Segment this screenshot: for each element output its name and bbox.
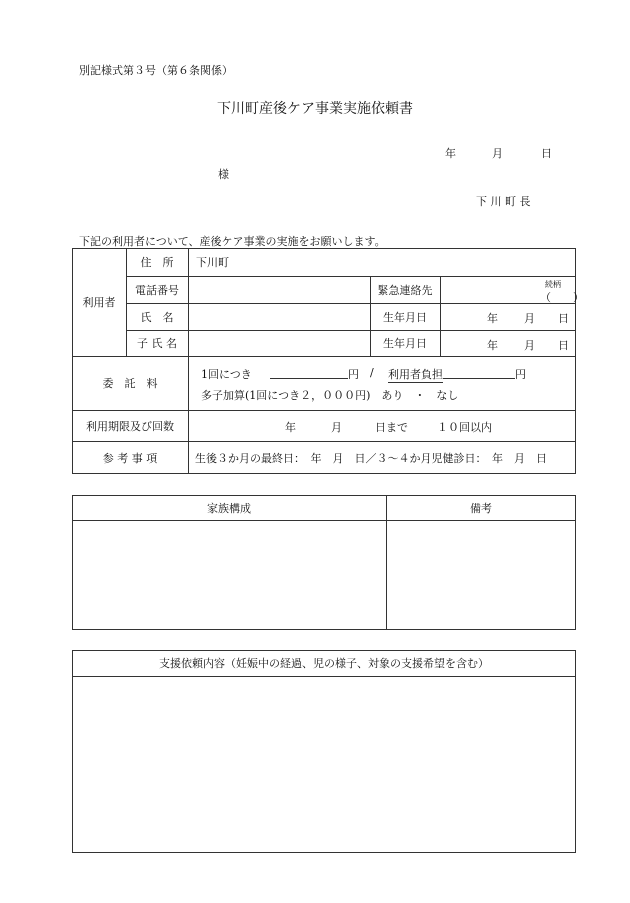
support-field[interactable]: [73, 677, 575, 852]
date-year: 年: [445, 147, 456, 160]
family-header: 家族構成: [207, 501, 251, 515]
user-label: 利用者: [82, 296, 116, 309]
name-field[interactable]: [189, 304, 369, 329]
support-header: 支援依頼内容（妊娠中の経過、児の様子、対象の支援希望を含む）: [159, 657, 489, 670]
child-name-label: 子 氏 名: [137, 337, 177, 350]
name-label: 氏 名: [140, 310, 174, 324]
address-field[interactable]: 下川町: [196, 256, 229, 269]
child-dob-label: 生年月日: [383, 337, 427, 350]
period-year: 年: [285, 421, 296, 434]
multi-child-option[interactable]: 多子加算(1回につき２，０００円) あり ・ なし: [201, 389, 459, 402]
date-day: 日: [541, 147, 552, 160]
remarks-field[interactable]: [387, 521, 575, 629]
family-field[interactable]: [73, 521, 385, 629]
address-label: 住 所: [140, 256, 174, 269]
user-burden-field[interactable]: [443, 366, 515, 379]
phone-field[interactable]: [189, 277, 369, 302]
period-month: 月: [331, 421, 342, 434]
fee-amount-field[interactable]: [270, 366, 348, 379]
relation-field[interactable]: （ ）: [540, 291, 584, 304]
fee-yen: 円: [348, 368, 359, 381]
emergency-field[interactable]: [441, 277, 531, 302]
period-label: 利用期限及び回数: [86, 419, 174, 433]
user-burden-yen: 円: [515, 368, 526, 381]
child-dob-month: 月: [524, 339, 535, 352]
count-limit: １０回以内: [437, 421, 492, 434]
dob-month: 月: [524, 312, 535, 325]
emergency-label: 緊急連絡先: [377, 283, 433, 297]
dob-day: 日: [558, 312, 569, 325]
page-title: 下川町産後ケア事業実施依頼書: [217, 101, 413, 117]
child-dob-day: 日: [558, 339, 569, 352]
dob-year: 年: [487, 312, 498, 325]
user-burden-label: 利用者負担: [388, 368, 443, 381]
reference-label: 参 考 事 項: [102, 451, 158, 465]
addressee-suffix: 様: [218, 168, 229, 181]
fee-slash: /: [370, 366, 374, 379]
dob-label: 生年月日: [383, 310, 427, 324]
period-until: 日まで: [375, 421, 408, 434]
remarks-header: 備考: [470, 501, 492, 515]
date-month: 月: [492, 147, 503, 160]
intro-text: 下記の利用者について、産後ケア事業の実施をお願いします。: [79, 235, 386, 248]
fee-label: 委 託 料: [102, 377, 158, 390]
sender: 下 川 町 長: [476, 195, 531, 208]
form-number: 別記様式第３号（第６条関係）: [79, 64, 233, 77]
child-dob-year: 年: [487, 339, 498, 352]
reference-value: 生後３か月の最終日： 年 月 日／３～４か月児健診日： 年 月 日: [195, 451, 547, 465]
phone-label: 電話番号: [135, 283, 179, 297]
relation-label: 続柄: [545, 280, 561, 289]
child-name-field[interactable]: [189, 331, 369, 355]
fee-per-time-label: 1回につき: [201, 368, 252, 381]
